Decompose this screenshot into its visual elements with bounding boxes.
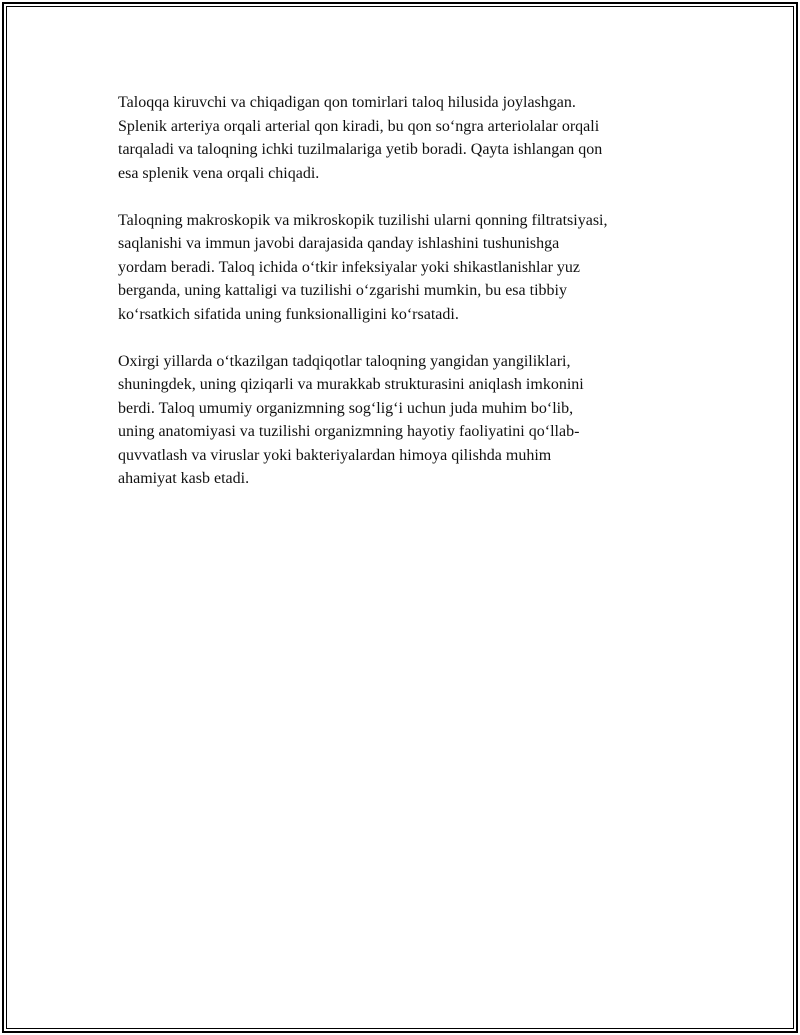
paragraph-3: Oxirgi yillarda o‘tkazilgan tadqiqotlar taloqning yangidan yangiliklari, shuningdek, uning qiziqarli va murakkab strukturasini aniqlash imkonini berdi. Taloq umumiy organizmning sog‘lig‘i uchun juda muhim bo‘lib, uning anatomiyasi va tuzilishi organizmning hayotiy faoliyatini qo‘llab- quvvatlash va viruslar yoki bakteriyalardan himoya qilishda muhim ahamiyat kasb etadi.	[118, 352, 584, 487]
document-body	[118, 91, 708, 514]
paragraph-2: Taloqning makroskopik va mikroskopik tuzilishi ularni qonning filtratsiyasi, saqlanishi va immun javobi darajasida qanday ishlashini tushunishga yordam beradi. Taloq ichida o‘tkir infeksiyalar yoki shikastlanishlar yuz berganda, uning kattaligi va tuzilishi o‘zgarishi mumkin, bu esa tibbiy ko‘rsatkich sifatida uning funksionalligini ko‘rsatadi.	[118, 211, 608, 323]
paragraph-1: Taloqqa kiruvchi va chiqadigan qon tomirlari taloq hilusida joylashgan. Splenik arteriya orqali arterial qon kiradi, bu qon so‘ngra arteriolalar orqali tarqaladi va taloqning ichki tuzilmalariga yetib boradi. Qayta ishlangan qon esa splenik vena orqali chiqadi.	[118, 94, 603, 182]
